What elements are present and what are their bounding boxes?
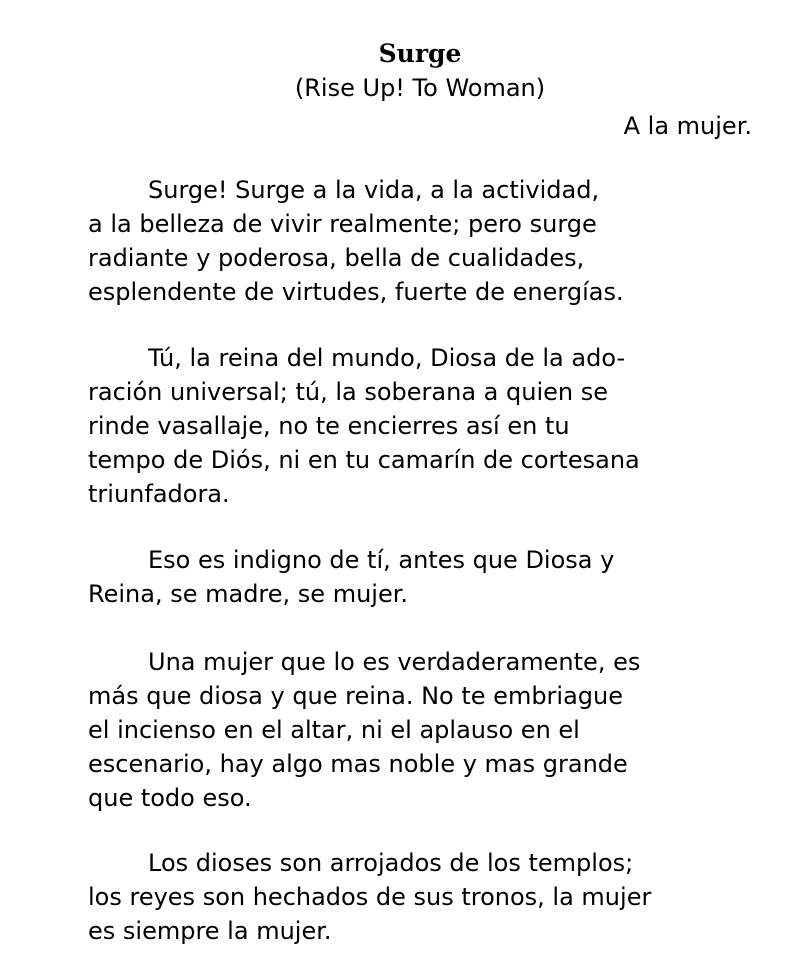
paragraph (88, 341, 788, 511)
document-subtitle: (Rise Up! To Woman) (294, 74, 546, 102)
text-line: Los dioses son arrojados de los templos; (148, 849, 634, 877)
document-title: Surge (378, 39, 462, 68)
text-line: que todo eso. (88, 784, 252, 812)
text-line: Tú, la reina del mundo, Diosa de la ado- (148, 344, 626, 372)
text-line: ración universal; tú, la soberana a quien se (88, 378, 608, 406)
text-line: radiante y poderosa, bella de cualidades, (88, 244, 585, 272)
text-line: a la belleza de vivir realmente; pero surge (88, 210, 597, 238)
paragraph (88, 846, 788, 948)
paragraph (88, 173, 788, 309)
text-line: los reyes son hechados de sus tronos, la mujer (88, 883, 652, 911)
text-line: el incienso en el altar, ni el aplauso en el (88, 716, 580, 744)
text-line: Una mujer que lo es verdaderamente, es (148, 648, 641, 676)
paragraph (88, 543, 788, 611)
text-line: Surge! Surge a la vida, a la actividad, (148, 176, 600, 204)
text-line: tempo de Diós, ni en tu camarín de cortesana (88, 446, 640, 474)
text-line: más que diosa y que reina. No te embriague (88, 682, 624, 710)
text-line: Reina, se madre, se mujer. (88, 580, 409, 608)
text-line: rinde vasallaje, no te encierres así en tu (88, 412, 570, 440)
paragraph (88, 645, 788, 815)
text-line: es siempre la mujer. (88, 917, 332, 945)
dedication: A la mujer. (623, 112, 752, 140)
text-line: esplendente de virtudes, fuerte de energías. (88, 278, 624, 306)
text-line: escenario, hay algo mas noble y mas grande (88, 750, 628, 778)
text-line: triunfadora. (88, 480, 230, 508)
text-line: Eso es indigno de tí, antes que Diosa y (148, 546, 615, 574)
